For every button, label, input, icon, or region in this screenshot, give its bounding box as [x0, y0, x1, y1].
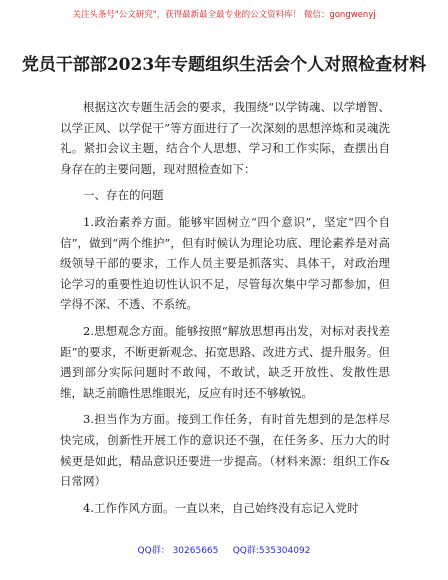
paragraph-responsibility: 3.担当作为方面。接到工作任务，有时首先想到的是怎样尽快完成，创新性开展工作的意识还不强，在任务多、压力大的时候更是如此，精品意识还要进一步提高。（材料来源：组织工作&日常网）: [60, 412, 390, 489]
intro-paragraph: 根据这次专题生活会的要求，我围绕“以学铸魂、以学增智、以学正风、以学促干”等方面进行了一次深刻的思想淬炼和灵魂洗礼。紧扣会议主题，结合个人思想、学习和工作实际，查摆出自身存在的主要问题，现对照检查如下：: [60, 100, 390, 176]
paragraph-work-style: 4.工作作风方面。一直以来，自己始终没有忘记入党时: [83, 500, 359, 515]
section-heading: 一、存在的问题: [83, 188, 164, 203]
document-title: 党员干部部2023年专题组织生活会个人对照检查材料: [21, 55, 427, 75]
header-promo-note: 关注头条号"公文研究"，获得最新最全最专业的公文资料库！ 微信：gongwenyj: [72, 10, 376, 20]
document-body: [60, 97, 390, 518]
paragraph-political: 1.政治素养方面。能够牢固树立“四个意识”，坚定“四个自信”，做到“两个维护”，但有时候认为理论功底、理论素养是对高级领导干部的要求，工作人员主要是抓落实、具体干，对政治理论学习的重要性迫切性认识不足，尽管每次集中学习都参加，但学得不深、不透、不系统。: [60, 214, 390, 312]
paragraph-thinking: 2.思想观念方面。能够按照“解放思想再出发，对标对表找差距”的要求，不断更新观念、拓宽思路、改进方式、提升服务。但遇到部分实际问题时不敢闯，不敢试，缺乏开放性、发散性思维，缺乏前瞻性思维眼光，反应有时还不够敏锐。: [60, 323, 390, 400]
footer-qq-groups: QQ群： 30265665 QQ群:535304092: [137, 546, 311, 556]
